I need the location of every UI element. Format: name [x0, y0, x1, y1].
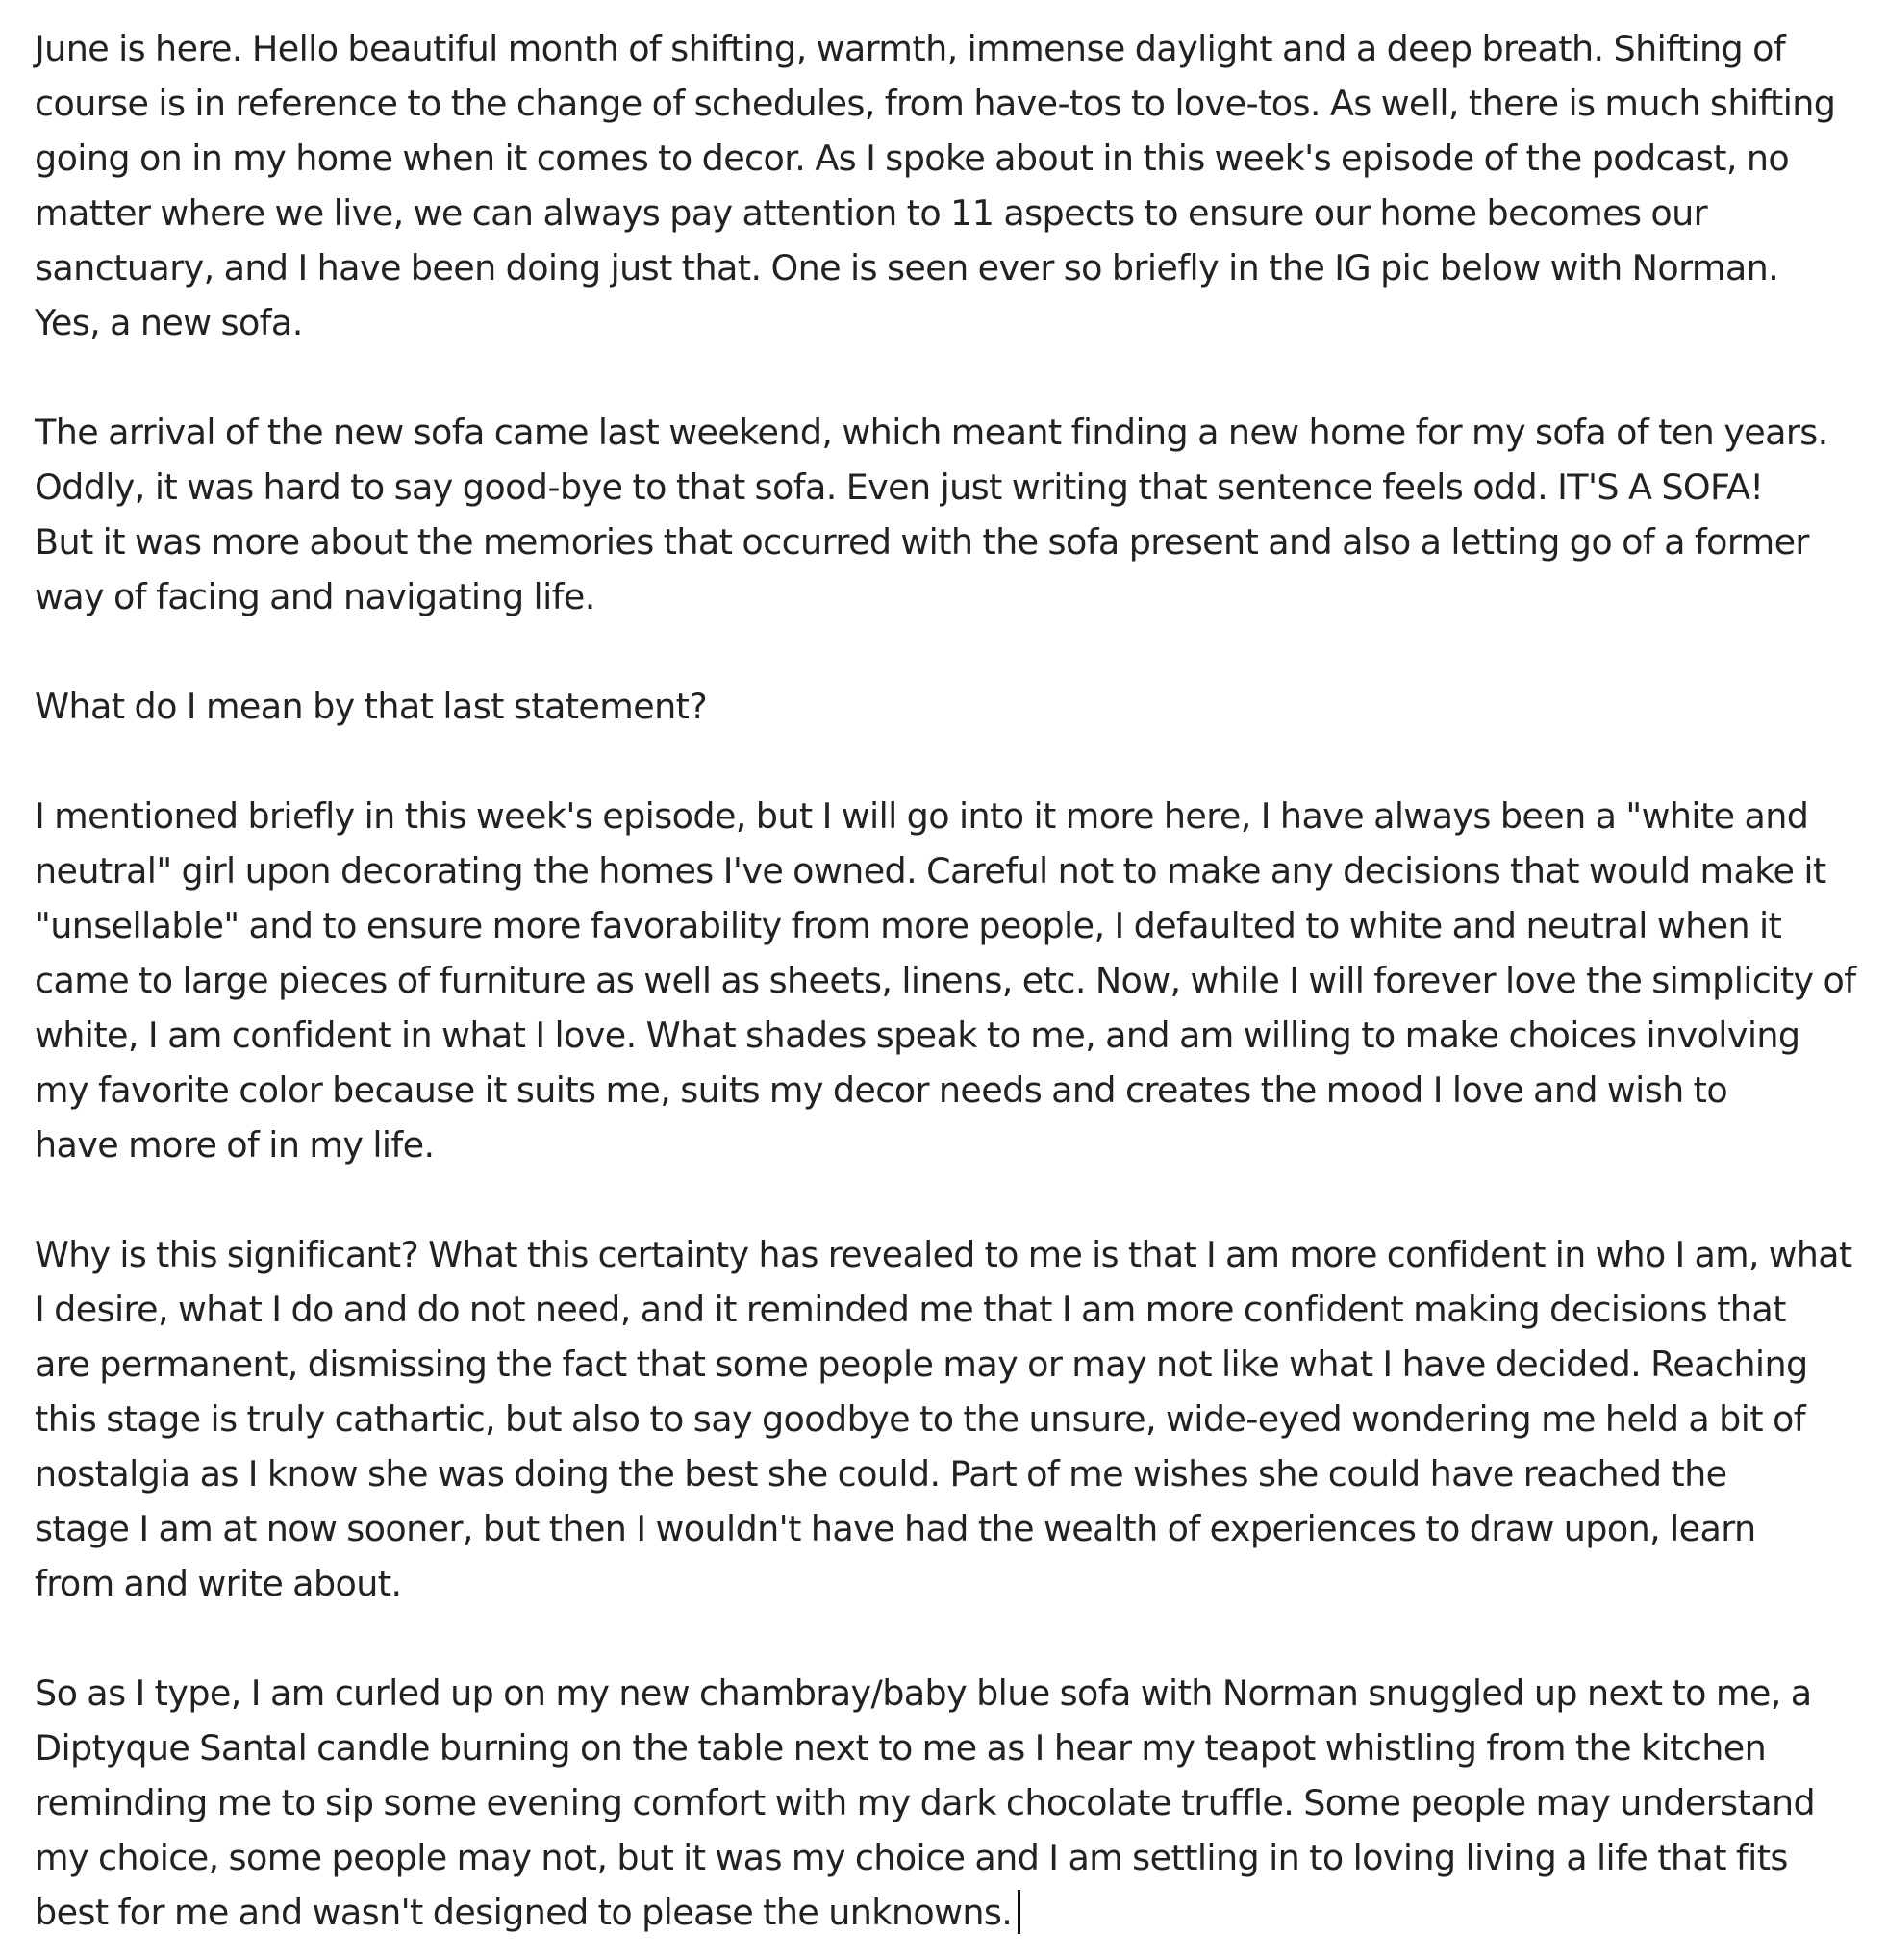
text-line: from and write about. — [35, 1563, 402, 1604]
text-line: Why is this significant? What this certainty has revealed to me is that I am more confident in who I am, what — [35, 1234, 1852, 1275]
text-line: Yes, a new sofa. — [35, 302, 303, 343]
text-line: "unsellable" and to ensure more favorability from more people, I defaulted to white and neutral when it — [35, 905, 1782, 946]
text-line: sanctuary, and I have been doing just that. One is seen ever so briefly in the IG pic below with Norman. — [35, 247, 1779, 289]
text-line: June is here. Hello beautiful month of shifting, warmth, immense daylight and a deep breath. Shifting of — [35, 28, 1786, 69]
text-line: I mentioned briefly in this week's episode, but I will go into it more here, I have always been a "white and — [35, 795, 1809, 837]
text-line: stage I am at now sooner, but then I wouldn't have had the wealth of experiences to draw upon, learn — [35, 1508, 1756, 1549]
text-line: reminding me to sip some evening comfort with my dark chocolate truffle. Some people may understand — [35, 1782, 1816, 1823]
text-line: this stage is truly cathartic, but also to say goodbye to the unsure, wide-eyed wondering me held a bit of — [35, 1398, 1805, 1440]
paragraph-intro — [35, 21, 1862, 350]
text-line: nostalgia as I know she was doing the best she could. Part of me wishes she could have reached the — [35, 1453, 1727, 1495]
text-line: But it was more about the memories that occurred with the sofa present and also a letting go of a former — [35, 521, 1809, 563]
paragraph-closing — [35, 1666, 1862, 1940]
text-editor[interactable] — [35, 21, 1862, 1940]
text-line: matter where we live, we can always pay attention to 11 aspects to ensure our home becomes our — [35, 192, 1708, 234]
text-line: my favorite color because it suits me, suits my decor needs and creates the mood I love and wish to — [35, 1069, 1728, 1111]
text-line: way of facing and navigating life. — [35, 576, 595, 617]
text-line — [35, 1885, 1862, 1940]
text-line: came to large pieces of furniture as well as sheets, linens, etc. Now, while I will forever love the simplicity of — [35, 960, 1856, 1001]
text-line: Oddly, it was hard to say good-bye to that sofa. Even just writing that sentence feels odd. IT'S A SOFA! — [35, 466, 1764, 508]
text-line: I desire, what I do and do not need, and it reminded me that I am more confident making decisions that — [35, 1289, 1786, 1330]
paragraph-significance — [35, 1227, 1862, 1611]
text-line: white, I am confident in what I love. What shades speak to me, and am willing to make choices involving — [35, 1015, 1800, 1056]
text-line: Diptyque Santal candle burning on the table next to me as I hear my teapot whistling from the kitchen — [35, 1727, 1767, 1769]
text-line: What do I mean by that last statement? — [35, 686, 708, 727]
text-line: The arrival of the new sofa came last weekend, which meant finding a new home for my sofa of ten years. — [35, 412, 1828, 453]
text-line: course is in reference to the change of schedules, from have-tos to love-tos. As well, there is much shifting — [35, 83, 1836, 124]
text-line: going on in my home when it comes to decor. As I spoke about in this week's episode of the podcast, no — [35, 138, 1790, 179]
text-line: neutral" girl upon decorating the homes I've owned. Careful not to make any decisions that would make it — [35, 850, 1826, 892]
paragraph-sofa-arrival — [35, 405, 1862, 624]
text-line: have more of in my life. — [35, 1124, 435, 1166]
text-line: are permanent, dismissing the fact that some people may or may not like what I have decided. Reaching — [35, 1344, 1808, 1385]
text-line: So as I type, I am curled up on my new chambray/baby blue sofa with Norman snuggled up next to me, a — [35, 1672, 1812, 1714]
paragraph-white-and-neutral — [35, 789, 1862, 1172]
text-line: my choice, some people may not, but it was my choice and I am settling in to loving living a life that fits — [35, 1837, 1788, 1878]
text-cursor — [1018, 1890, 1020, 1934]
paragraph-question — [35, 679, 1862, 734]
last-line-text: best for me and wasn't designed to please the unknowns. — [35, 1892, 1013, 1933]
